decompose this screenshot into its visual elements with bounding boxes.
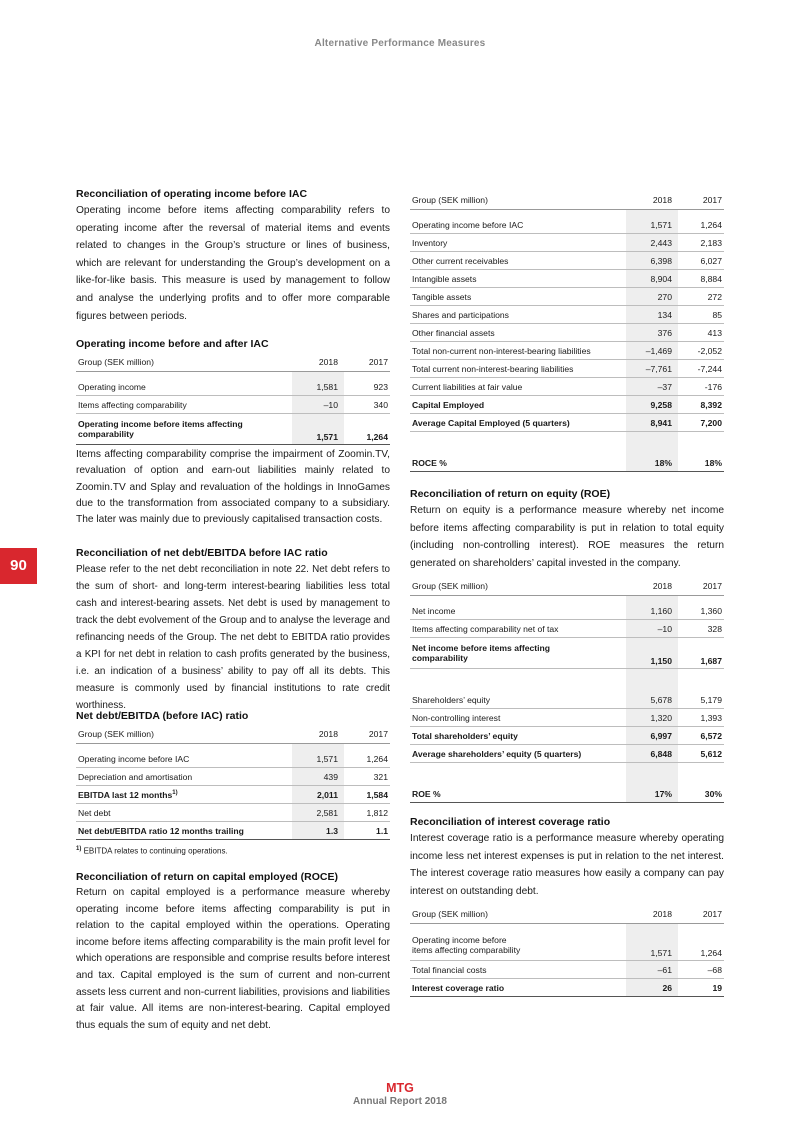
table-row: [410, 216, 724, 234]
running-header: Alternative Performance Measures: [314, 38, 486, 49]
value-2018: 6,398: [626, 252, 678, 270]
table-row: [410, 342, 724, 360]
row-label: Total non-current non-interest-bearing liabilities: [410, 342, 626, 360]
value-2017: 1,264: [678, 930, 724, 961]
table-operating-income-before-after-iac: [76, 337, 390, 445]
row-label: Depreciation and amortisation: [76, 768, 292, 786]
table-row: [76, 378, 390, 396]
table-row: [76, 786, 390, 804]
value-2018: –37: [626, 378, 678, 396]
value-2018: 1,571: [626, 930, 678, 961]
table-row: [76, 768, 390, 786]
value-2018: 9,258: [626, 396, 678, 414]
row-label: Operating income before items affecting comparability: [76, 414, 292, 445]
column-header: Group (SEK million): [410, 904, 626, 924]
value-2018: 1.3: [292, 822, 344, 840]
value-2017: 8,884: [678, 270, 724, 288]
value-2017: 328: [678, 620, 724, 638]
row-label: Operating income before items affecting comparability: [410, 930, 626, 961]
table-row: [410, 378, 724, 396]
section-text: Items affecting comparability comprise the impairment of Zoomin.TV, revaluation of option and earn-out liabilities mainly related to Zoomin.TV and Splay and revaluation of the holdings in InnoGames due to the transformation from associated company to a subsidiary. The later was mainly due to previously capitalised transaction costs.: [76, 449, 390, 526]
value-2017: 2,183: [678, 234, 724, 252]
section-text: Return on capital employed is a performance measure whereby operating income before items affecting comparability is put in relation to the capital employed within the operations. Operating income before items affecting comparability is the main profit level for which operations are responsible and comprise results before interest and tax. Capital employed is the sum of current and non-current assets less current and non-current liabilities, provisions and liabilities at fair value. All items are non-interest-bearing. Capital employed thus equals the sum of equity and net debt.: [76, 887, 390, 1031]
value-2017: 30%: [678, 785, 724, 803]
table-row: [410, 979, 724, 997]
value-2017: 6,572: [678, 727, 724, 745]
section-heading: Reconciliation of return on equity (ROE): [410, 488, 611, 500]
table-header-row: [410, 576, 724, 596]
column-header: 2017: [678, 190, 724, 210]
row-label: Inventory: [410, 234, 626, 252]
table-row: [76, 804, 390, 822]
financial-table: [410, 190, 724, 472]
table-row: [410, 785, 724, 803]
value-2018: 1,571: [626, 216, 678, 234]
value-2018: 1,160: [626, 602, 678, 620]
footer-report-title: Annual Report 2018: [353, 1096, 447, 1107]
table-heading: Operating income before and after IAC: [76, 338, 269, 350]
table-row: [410, 414, 724, 432]
table-row: [76, 822, 390, 840]
column-header: 2018: [292, 724, 344, 744]
section-roe: [410, 487, 724, 572]
value-2017: 18%: [678, 454, 724, 472]
value-2017: 1,393: [678, 709, 724, 727]
section-text: Return on equity is a performance measure whereby net income before items affecting comparability is put in relation to total equity (including non-controlling interest). ROE measures the return generated on shareholders’ capital invested in the company.: [410, 505, 724, 569]
iac-explanation: [76, 447, 390, 528]
footnote-marker: 1): [172, 789, 178, 796]
table-row: [410, 745, 724, 763]
table-row: [410, 396, 724, 414]
financial-table: [410, 576, 724, 803]
value-2017: 85: [678, 306, 724, 324]
table-row: [76, 396, 390, 414]
row-label: Shares and participations: [410, 306, 626, 324]
value-2017: -2,052: [678, 342, 724, 360]
value-2018: 17%: [626, 785, 678, 803]
table-row: [76, 414, 390, 445]
row-label: Net income: [410, 602, 626, 620]
value-2018: 376: [626, 324, 678, 342]
table-header-row: [76, 724, 390, 744]
table-row: [410, 602, 724, 620]
financial-table: [76, 724, 390, 840]
column-header: 2018: [626, 190, 678, 210]
table-header-row: [76, 352, 390, 372]
table-interest-coverage: [410, 904, 724, 997]
value-2018: 8,904: [626, 270, 678, 288]
value-2017: 340: [344, 396, 390, 414]
row-label: Operating income: [76, 378, 292, 396]
value-2017: 1,264: [344, 414, 390, 445]
value-2017: 413: [678, 324, 724, 342]
footnote-marker: 1): [76, 846, 82, 852]
table-row: [410, 270, 724, 288]
row-label: Current liabilities at fair value: [410, 378, 626, 396]
table-row: [410, 234, 724, 252]
column-header: 2018: [626, 576, 678, 596]
column-header: 2017: [678, 904, 724, 924]
value-2018: 1,571: [292, 750, 344, 768]
table-row: [410, 709, 724, 727]
column-header: Group (SEK million): [410, 190, 626, 210]
table-header-row: [410, 190, 724, 210]
value-2017: 5,179: [678, 691, 724, 709]
financial-table: [76, 352, 390, 445]
value-2017: 321: [344, 768, 390, 786]
row-label: ROCE %: [410, 454, 626, 472]
value-2018: 8,941: [626, 414, 678, 432]
row-label: Total financial costs: [410, 961, 626, 979]
row-label: Non-controlling interest: [410, 709, 626, 727]
value-2017: 1,264: [678, 216, 724, 234]
section-net-debt-ebitda: [76, 546, 390, 714]
column-header: 2018: [292, 352, 344, 372]
column-header: Group (SEK million): [76, 724, 292, 744]
value-2017: 1.1: [344, 822, 390, 840]
row-label: [76, 786, 292, 804]
section-roce: [76, 870, 390, 1034]
table-header-row: [410, 904, 724, 924]
footnote: [76, 846, 390, 856]
value-2017: 1,687: [678, 638, 724, 669]
section-heading: Reconciliation of return on capital employed (ROCE): [76, 871, 338, 883]
value-2017: 7,200: [678, 414, 724, 432]
section-text: Please refer to the net debt reconciliation in note 22. Net debt refers to the sum of short- and long-term interest-bearing liabilities less total cash and interest-bearing assets. Net debt is used by management to track the debt evolvement of the Group and to analyse the leverage and refinancing needs of the Group. The net debt to EBITDA ratio provides a KPI for net debt in relation to cash profits generated by the business, i.e. an indication of a business’ ability to pay off all its debts. This measure is commonly used by financial institutions to rate credit worthiness.: [76, 564, 391, 711]
row-label: ROE %: [410, 785, 626, 803]
column-header: Group (SEK million): [76, 352, 292, 372]
value-2018: 2,011: [292, 786, 344, 804]
mtg-logo-icon: [386, 1080, 414, 1094]
section-heading: Reconciliation of operating income before IAC: [76, 188, 308, 200]
table-row: [410, 306, 724, 324]
value-2018: 270: [626, 288, 678, 306]
value-2018: 6,997: [626, 727, 678, 745]
value-2018: 6,848: [626, 745, 678, 763]
column-header: 2017: [344, 352, 390, 372]
value-2018: –61: [626, 961, 678, 979]
value-2017: 1,812: [344, 804, 390, 822]
value-2018: 1,581: [292, 378, 344, 396]
section-heading: Reconciliation of net debt/EBITDA before IAC ratio: [76, 547, 328, 559]
row-label: Total current non-interest-bearing liabilities: [410, 360, 626, 378]
table-roe: [410, 576, 724, 803]
section-heading: Reconciliation of interest coverage ratio: [410, 816, 611, 828]
row-label: Tangible assets: [410, 288, 626, 306]
page-number-tab: 90: [0, 548, 37, 584]
row-label: Average shareholders’ equity (5 quarters): [410, 745, 626, 763]
value-2017: 6,027: [678, 252, 724, 270]
table-row: [410, 288, 724, 306]
table-row: [410, 638, 724, 669]
column-header: 2018: [626, 904, 678, 924]
value-2018: –10: [626, 620, 678, 638]
column-header: Group (SEK million): [410, 576, 626, 596]
financial-table: [410, 904, 724, 997]
row-label-text: EBITDA last 12 months: [78, 789, 173, 800]
row-label: Net debt/EBITDA ratio 12 months trailing: [76, 822, 292, 840]
value-2017: 5,612: [678, 745, 724, 763]
table-net-debt-ebitda: [76, 709, 390, 840]
value-2018: 18%: [626, 454, 678, 472]
row-label: Interest coverage ratio: [410, 979, 626, 997]
table-capital-employed: [410, 190, 724, 472]
row-label: Capital Employed: [410, 396, 626, 414]
value-2018: –7,761: [626, 360, 678, 378]
column-header: 2017: [344, 724, 390, 744]
footnote-text: EBITDA relates to continuing operations.: [83, 846, 228, 856]
value-2018: 2,443: [626, 234, 678, 252]
row-label: Items affecting comparability net of tax: [410, 620, 626, 638]
value-2018: 26: [626, 979, 678, 997]
table-row: [410, 620, 724, 638]
table-row: [410, 727, 724, 745]
value-2017: 1,360: [678, 602, 724, 620]
value-2017: 1,264: [344, 750, 390, 768]
table-row: [410, 252, 724, 270]
table-row: [410, 961, 724, 979]
table-row: [410, 454, 724, 472]
row-label: Intangible assets: [410, 270, 626, 288]
value-2018: 1,320: [626, 709, 678, 727]
table-row: [410, 930, 724, 961]
value-2017: 272: [678, 288, 724, 306]
table-row: [410, 360, 724, 378]
value-2018: 2,581: [292, 804, 344, 822]
row-label: Net income before items affecting comparability: [410, 638, 626, 669]
table-row: [410, 324, 724, 342]
section-interest-coverage: [410, 815, 724, 900]
section-text: Interest coverage ratio is a performance measure whereby operating income less net interest expenses is put in relation to the net interest. The interest coverage ratio measures how easily a company can pay interest on outstanding debt.: [410, 833, 724, 897]
table-row: [410, 691, 724, 709]
value-2017: 8,392: [678, 396, 724, 414]
value-2018: 5,678: [626, 691, 678, 709]
value-2017: –68: [678, 961, 724, 979]
value-2018: 1,150: [626, 638, 678, 669]
row-label: Items affecting comparability: [76, 396, 292, 414]
row-label: Other financial assets: [410, 324, 626, 342]
value-2017: 1,584: [344, 786, 390, 804]
table-row: [76, 750, 390, 768]
value-2017: -176: [678, 378, 724, 396]
column-header: 2017: [678, 576, 724, 596]
value-2017: 923: [344, 378, 390, 396]
value-2018: 1,571: [292, 414, 344, 445]
value-2018: –1,469: [626, 342, 678, 360]
row-label: Other current receivables: [410, 252, 626, 270]
section-operating-income-iac: [76, 187, 390, 325]
logo-text: MTG: [386, 1081, 414, 1094]
value-2018: 134: [626, 306, 678, 324]
row-label: Shareholders’ equity: [410, 691, 626, 709]
value-2017: -7,244: [678, 360, 724, 378]
row-label: Operating income before IAC: [410, 216, 626, 234]
value-2017: 19: [678, 979, 724, 997]
value-2018: 439: [292, 768, 344, 786]
row-label: Net debt: [76, 804, 292, 822]
row-label: Total shareholders’ equity: [410, 727, 626, 745]
table-heading: Net debt/EBITDA (before IAC) ratio: [76, 710, 249, 722]
section-text: Operating income before items affecting comparability refers to operating income after the reversal of material items and events related to changes in the Group’s structure or lines of business, which are relevant for understanding the Group’s development on a like-for-like basis. This measure is used by management to follow and analyse the underlying profits and to offer more comparable figures between periods.: [76, 205, 390, 322]
row-label: Operating income before IAC: [76, 750, 292, 768]
row-label: Average Capital Employed (5 quarters): [410, 414, 626, 432]
value-2018: –10: [292, 396, 344, 414]
